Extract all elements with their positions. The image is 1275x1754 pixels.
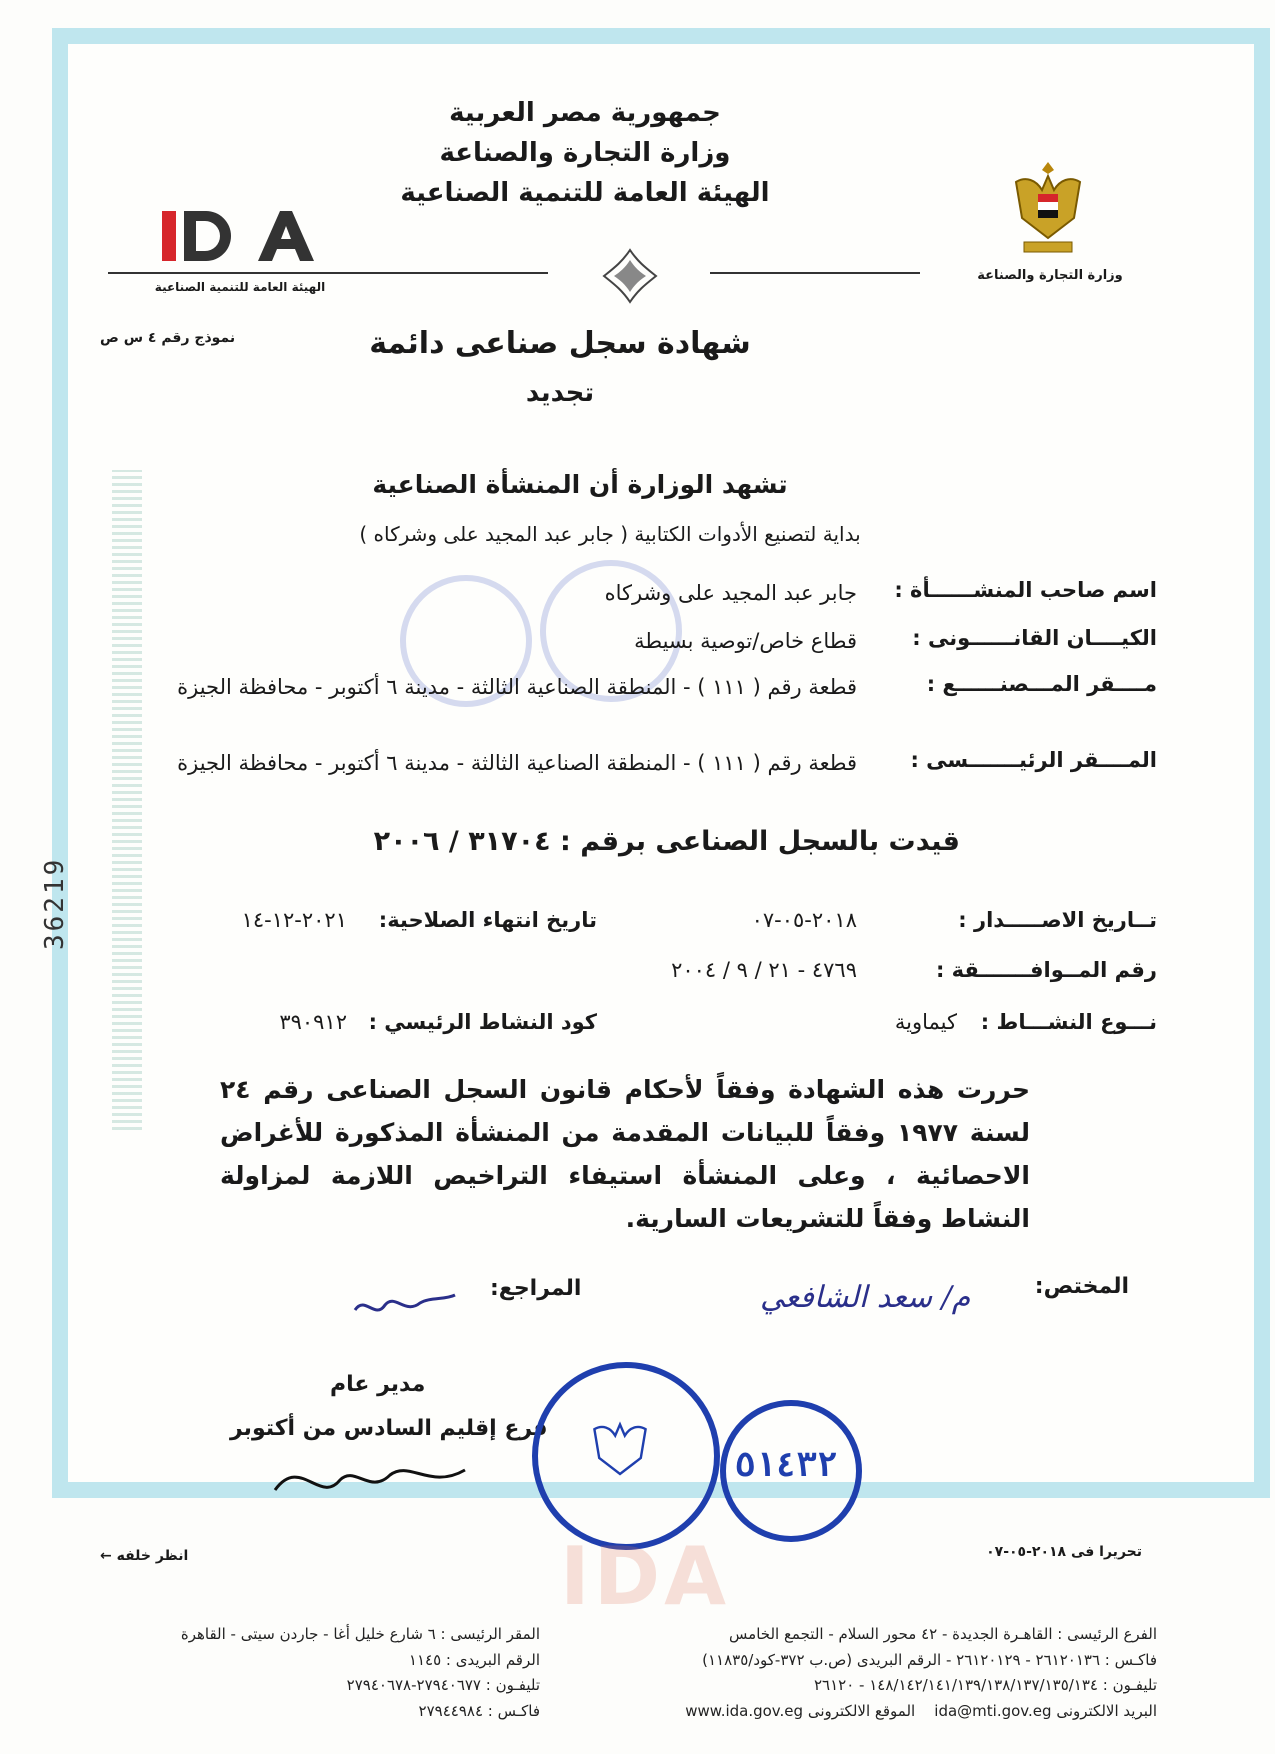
hq-address: المقر الرئيسى : ٦ شارع خليل أغا - جاردن سيتى - القاهرة (180, 1625, 540, 1643)
manager-signature-icon (270, 1450, 470, 1510)
factory-location-row (157, 672, 1157, 704)
website-link[interactable]: www.ida.gov.eg (685, 1701, 804, 1720)
serial-number: 36219 (40, 856, 70, 950)
ida-watermark: IDA (560, 1530, 731, 1623)
issue-date-label: تــاريخ الاصـــــدار : (958, 908, 1157, 932)
branch-fax: فاكـس : ٢٦١٢٠١٣٦ - ٢٦١٢٠١٢٩ - الرقم البريدى (ص.ب ٣٧٢-كود/١١٨٣٥) (702, 1650, 1157, 1669)
ornament-icon (600, 246, 660, 306)
ministry-caption: وزارة التجارة والصناعة (977, 268, 1123, 283)
ida-logo (160, 205, 330, 265)
legal-entity-row (157, 626, 1157, 658)
activity-code-label: كود النشاط الرئيسي : (368, 1010, 597, 1034)
activity-code-value: ٣٩٠٩١٢ (279, 1010, 347, 1034)
hq-fax: فاكـس : ٢٧٩٤٤٩٨٤ (418, 1701, 540, 1720)
header-rule-left (108, 272, 548, 274)
legal-entity-label: الكيــــان القانــــــونى : (912, 626, 1157, 650)
certify-line: تشهد الوزارة أن المنشأة الصناعية (372, 470, 788, 499)
specialist-label: المختص: (1034, 1274, 1129, 1299)
hq-phone: تليفـون : ٢٧٩٤٠٦٧٧-٢٧٩٤٠٦٧٨ (346, 1676, 540, 1694)
registration-number: قيدت بالسجل الصناعى برقم : ٣١٧٠٤ / ٢٠٠٦ (373, 826, 960, 857)
branch-contact-block (597, 1622, 1157, 1724)
branch-label: فرع إقليم السادس من أكتوبر (230, 1416, 548, 1441)
hq-postal: الرقم البريدى : ١١٤٥ (408, 1650, 540, 1669)
website-label: الموقع الالكترونى (807, 1701, 916, 1720)
branch-phone: تليفـون : ١٤٨/١٤٢/١٤١/١٣٩/١٣٨/١٣٧/١٣٥/١٣٤ - ٢٦١٢٠ (813, 1676, 1157, 1694)
model-number: نموذج رقم ٤ س ص (100, 330, 236, 346)
branch-address: الفرع الرئيسى : القاهـرة الجديدة - ٤٢ محور السلام - التجمع الخامس (729, 1625, 1157, 1643)
activity-type-label: نـــوع النشـــاط : (980, 1010, 1157, 1034)
written-date: تحريرا فى ٢٠١٨-٠٥-٠٧ (986, 1544, 1142, 1560)
hq-contact-block (100, 1622, 540, 1724)
issue-date-value: ٢٠١٨-٠٥-٠٧ (751, 908, 857, 932)
approval-number-value: ٤٧٦٩ - ٢١ / ٩ / ٢٠٠٤ (671, 958, 857, 982)
approval-number-label: رقم المــوافـــــــقة : (935, 958, 1157, 982)
legal-entity-value: قطاع خاص/توصية بسيطة (634, 629, 857, 653)
factory-location-value: قطعة رقم ( ١١١ ) - المنطقة الصناعية الثالثة - مدينة ٦ أكتوبر - محافظة الجيزة (177, 675, 857, 699)
email-link[interactable]: ida@mti.gov.eg (934, 1701, 1052, 1720)
owner-label: اسم صاحب المنشــــــأة : (894, 578, 1157, 602)
ida-caption: الهيئة العامة للتنمية الصناعية (154, 280, 326, 294)
certificate-title: شهادة سجل صناعى دائمة (369, 326, 751, 361)
header-rule-right (710, 272, 920, 274)
ministry-name: وزارة التجارة والصناعة (439, 138, 731, 168)
headquarters-label: المــــقر الرئيـــــــسى : (910, 748, 1157, 772)
owner-value: جابر عبد المجيد على وشركاه (604, 581, 857, 605)
email-label: البريد الالكترونى (1056, 1701, 1157, 1720)
see-back-note: انظر خلفه ← (100, 1548, 189, 1564)
certificate-subtitle: تجديد (525, 378, 595, 408)
eagle-emblem-icon (1008, 158, 1088, 258)
specialist-signature: م/ سعد الشافعي (760, 1280, 971, 1315)
expiry-date-value: ٢٠٢١-١٢-١٤ (241, 908, 347, 932)
stamp-eagle-icon (585, 1410, 655, 1490)
expiry-date-label: تاريخ انتهاء الصلاحية: (378, 908, 597, 932)
authority-name: الهيئة العامة للتنمية الصناعية (400, 178, 770, 208)
country-name: جمهورية مصر العربية (449, 98, 721, 128)
general-manager-label: مدير عام (330, 1372, 426, 1397)
reviewer-signature-icon (350, 1285, 460, 1325)
owner-row (157, 578, 1157, 610)
legal-statement: حررت هذه الشهادة وفقاً لأحكام قانون السجل الصناعى رقم ٢٤ لسنة ١٩٧٧ وفقاً للبيانات المقدمة من المنشأة المذكورة للأغراض الاحصائية ، وعلى المنشأة استيفاء التراخيص اللازمة لمزاولة النشاط وفقاً للتشريعات السارية. (220, 1075, 1030, 1233)
factory-location-label: مــــقر المـــصنــــــع : (926, 672, 1157, 696)
reviewer-label: المراجع: (490, 1276, 582, 1301)
headquarters-row (157, 748, 1157, 780)
stamp-number: ٥١٤٣٢ (735, 1445, 838, 1485)
establishment-name: بداية لتصنيع الأدوات الكتابية ( جابر عبد المجيد على وشركاه ) (359, 522, 861, 546)
headquarters-value: قطعة رقم ( ١١١ ) - المنطقة الصناعية الثالثة - مدينة ٦ أكتوبر - محافظة الجيزة (177, 751, 857, 775)
activity-type-value: كيماوية (894, 1010, 957, 1034)
ida-logo-text: IDA (160, 205, 162, 206)
side-security-strip (112, 470, 142, 1130)
email-row (597, 1699, 1157, 1725)
